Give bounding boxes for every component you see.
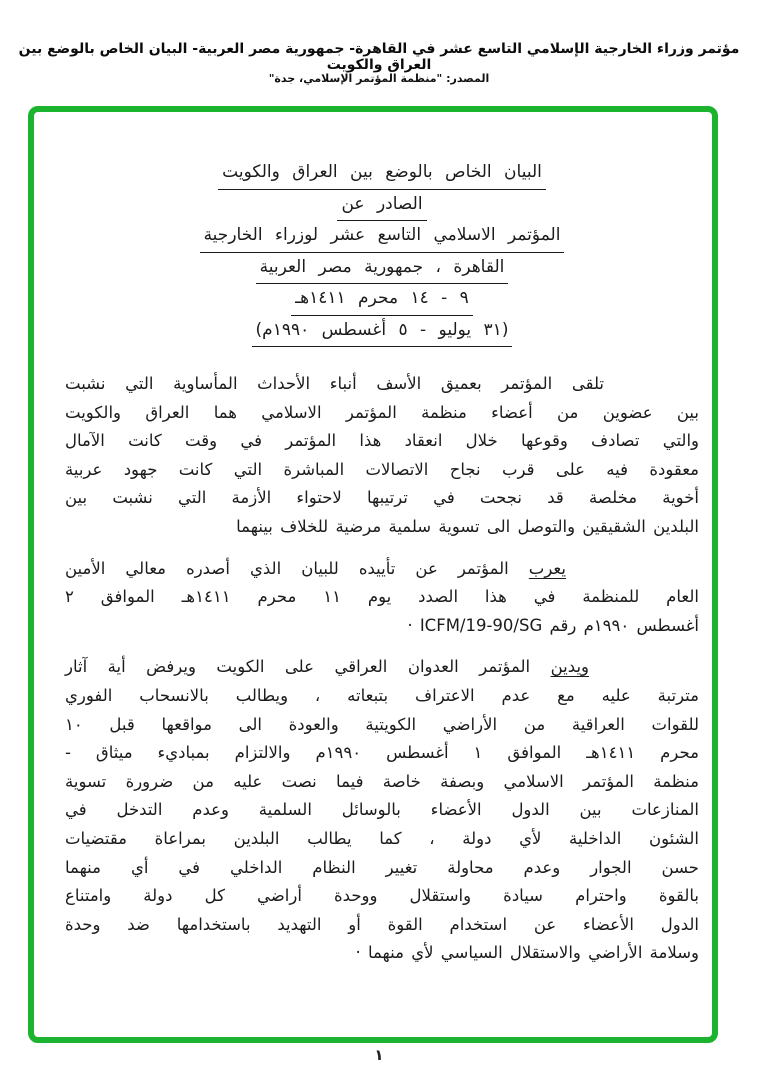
text-run: المؤتمر بعميق الأسف أنباء الأحداث المأساوية التي نشبت <box>65 374 553 393</box>
document-body <box>34 112 712 968</box>
title-text: (٣١ يوليو - ٥ أغسطس ١٩٩٠م) <box>252 316 513 348</box>
text-line: المنازعات بين الدول الأعضاء بالوسائل السلمية وعدم التدخل في <box>65 800 699 820</box>
text-line: أخوية مخلصة قد نجحت في ترتيبها لاحتواء الأزمة التي نشبت بين <box>65 488 699 508</box>
text-line: الشئون الداخلية لأي دولة ، كما يطالب البلدين بمراعاة مقتضيات <box>65 828 699 848</box>
text-line: والتي تصادف وقوعها خلال انعقاد هذا المؤتمر في وقت كانت الآمال <box>65 431 699 451</box>
paragraph-lead-word: ويدين <box>550 657 589 677</box>
title-text: ٩ - ١٤ محرم ١٤١١هـ <box>291 284 473 316</box>
paragraph-lead-word: تلقى <box>571 374 605 393</box>
text-run: المؤتمر العدوان العراقي على الكويت ويرفض أية آثار <box>65 657 531 677</box>
title-line <box>65 221 699 253</box>
text-line: مترتبة عليه مع عدم الاعتراف بتبعاته ، ويطالب بالانسحاب الفوري <box>65 685 699 705</box>
title-line <box>65 316 699 348</box>
text-run: المؤتمر عن تأييده للبيان الذي أصدره معالي الأمين <box>65 558 509 578</box>
title-text: المؤتمر الاسلامي التاسع عشر لوزراء الخارجية <box>200 221 565 253</box>
text-line: للقوات العراقية من الأراضي الكويتية والعودة الى مواقعها قبل ١٠ <box>65 714 699 734</box>
text-line <box>65 653 699 682</box>
paragraph-3 <box>65 653 699 968</box>
text-line: بالقوة واحترام سيادة واستقلال ووحدة أراضي كل دولة وامتناع <box>65 886 699 906</box>
text-line <box>65 370 699 399</box>
text-line: البلدين الشقيقين والتوصل الى تسوية سلمية مرضية للخلاف بينهما <box>236 516 699 536</box>
document-caption: مؤتمر وزراء الخارجية الإسلامي التاسع عشر في القاهرة- جمهورية مصر العربية- البيان الخاص بالوضع بين العراق والكويت <box>18 41 740 73</box>
paragraph-lead-word: يعرب <box>528 558 566 578</box>
text-line: العام للمنظمة في هذا الصدد يوم ١١ محرم ١٤١١هـ الموافق ٢ <box>65 587 699 607</box>
title-line <box>65 158 699 190</box>
title-text: الصادر عن <box>337 190 426 222</box>
text-line: أغسطس ١٩٩٠م رقم ICFM/19-90/SG · <box>407 615 699 635</box>
title-line <box>65 190 699 222</box>
document-source: المصدر: "منظمة المؤتمر الإسلامي، جدة" <box>268 72 490 85</box>
text-line: محرم ١٤١١هـ الموافق ١ أغسطس ١٩٩٠م والالتزام بمباديء ميثاق - <box>65 743 699 763</box>
document-frame <box>28 106 718 1043</box>
title-block <box>65 158 699 347</box>
title-text: القاهرة ، جمهورية مصر العربية <box>256 253 509 285</box>
paragraph-1 <box>65 370 699 542</box>
text-line <box>65 555 699 584</box>
text-line: وسلامة الأراضي والاستقلال السياسي لأي منهما · <box>355 943 699 963</box>
title-text: البيان الخاص بالوضع بين العراق والكويت <box>218 158 546 190</box>
text-line: الدول الأعضاء عن استخدام القوة أو التهديد باستخدامها ضد وحدة <box>65 914 699 934</box>
title-line <box>65 253 699 285</box>
text-line: بين عضوين من أعضاء منظمة المؤتمر الاسلامي هما العراق والكويت <box>65 402 699 422</box>
text-line: معقودة فيه على قرب نجاح الاتصالات المباشرة التي كانت جهود عربية <box>65 459 699 479</box>
paragraph-2 <box>65 555 699 641</box>
text-line: منظمة المؤتمر الاسلامي وبصفة خاصة فيما نصت عليه من ضرورة تسوية <box>65 771 699 791</box>
text-line: حسن الجوار وعدم محاولة تغيير النظام الداخلي في أي منهما <box>65 857 699 877</box>
page-number: ١ <box>374 1046 384 1064</box>
title-line <box>65 284 699 316</box>
